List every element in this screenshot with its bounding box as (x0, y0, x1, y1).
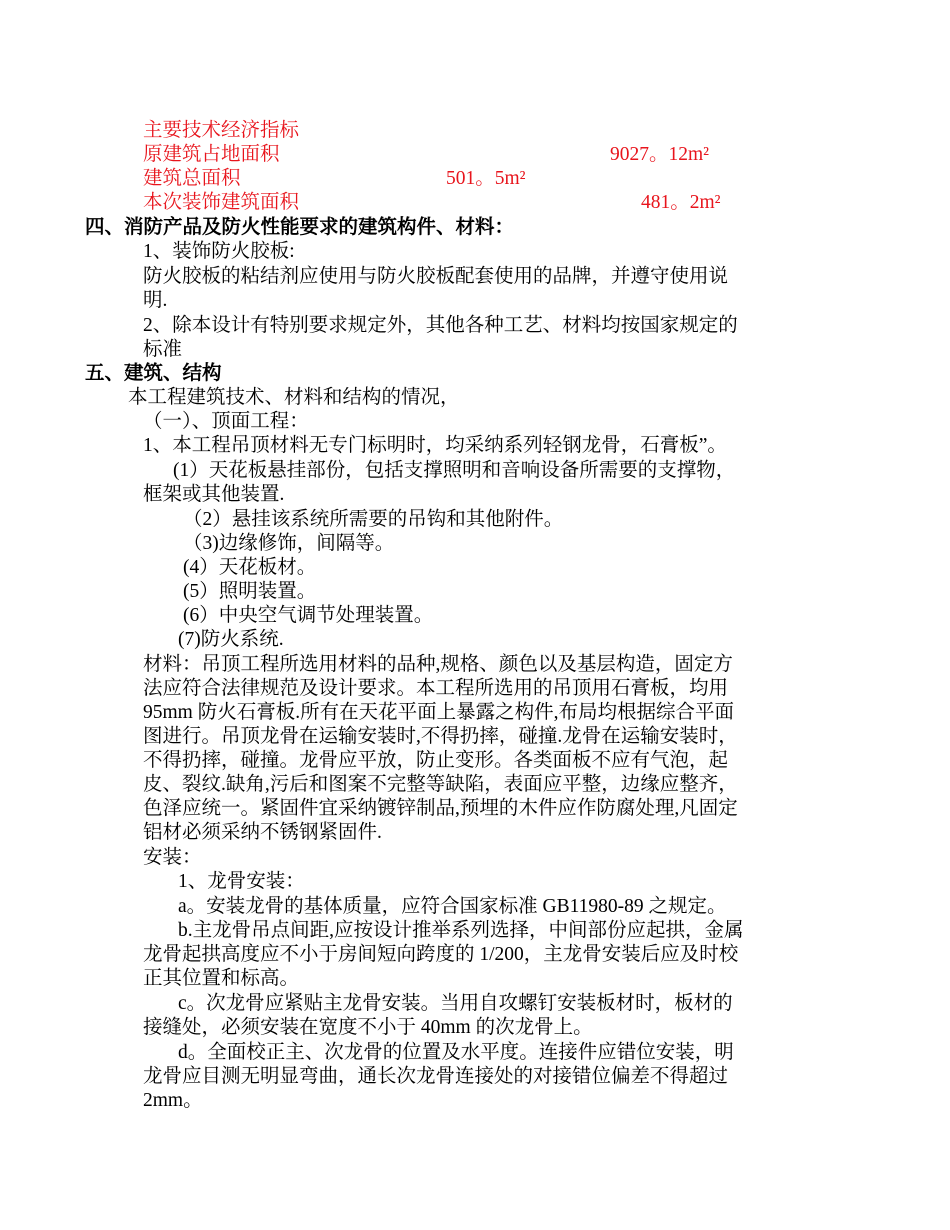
section4-item1-text: 防火胶板的粘结剂应使用与防火胶板配套使用的品牌，并遵守使用说 (143, 266, 729, 287)
section4-item2: 标准 (143, 339, 183, 360)
materials-line: 材料：吊顶工程所选用材料的品种,规格、颜色以及基层构造，固定方 (143, 654, 733, 675)
list-item: （3)边缘修饰，间隔等。 (183, 533, 395, 554)
install-item-d: 2mm。 (143, 1090, 203, 1111)
site-area-label: 原建筑占地面积 (143, 144, 280, 165)
materials-line: 95mm 防火石膏板.所有在天花平面上暴露之构件,布局均根据综合平面 (143, 702, 734, 723)
list-item: （2）悬挂该系统所需要的吊钩和其他附件。 (183, 509, 564, 530)
indicators-heading: 主要技术经济指标 (143, 120, 300, 141)
materials-line: 法应符合法律规范及设计要求。本工程所选用的吊顶用石膏板，均用 (143, 678, 729, 699)
materials-line: 不得扔摔，碰撞。龙骨应平放，防止变形。各类面板不应有气泡，起 (143, 750, 729, 771)
list-item: (1）天花板悬挂部份，包括支撑照明和音响设备所需要的支撑物， (173, 460, 736, 481)
materials-line: 皮、裂纹.缺角,污后和图案不完整等缺陷，表面应平整，边缘应整齐， (143, 774, 738, 795)
list-item: (5）照明装置。 (183, 581, 317, 602)
decor-area-value: 481。2m² (641, 192, 721, 213)
ceiling-subheading: （一）、顶面工程： (143, 411, 309, 432)
section5-title: 五、建筑、结构 (85, 363, 222, 384)
materials-line: 铝材必须采纳不锈钢紧固件. (143, 822, 382, 843)
install-item-a: a。安装龙骨的基体质量，应符合国家标准 GB11980-89 之规定。 (178, 896, 727, 917)
decor-area-label: 本次装饰建筑面积 (143, 192, 300, 213)
site-area-value: 9027。12m² (610, 144, 710, 165)
section4-item2: 2、除本设计有特别要求规定外，其他各种工艺、材料均按国家规定的 (143, 315, 738, 336)
materials-line: 图进行。吊顶龙骨在运输安装时,不得扔摔，碰撞.龙骨在运输安装时， (143, 726, 738, 747)
install-item-b: 正其位置和标高。 (143, 968, 300, 989)
list-item: (4）天花板材。 (183, 557, 317, 578)
install-item-c: c。次龙骨应紧贴主龙骨安装。当用自攻螺钉安装板材时，板材的 (178, 993, 733, 1014)
list-item: 框架或其他装置. (143, 484, 285, 505)
total-area-value: 501。5m² (446, 168, 526, 189)
section5-intro: 本工程建筑技术、材料和结构的情况， (128, 387, 460, 408)
install-item-b: 龙骨起拱高度应不小于房间短向跨度的 1/200，主龙骨安装后应及时校 (143, 944, 739, 965)
install-heading: 1、龙骨安装： (178, 871, 305, 892)
install-item-b: b.主龙骨吊点间距,应按设计推举系列选择，中间部份应起拱，金属 (178, 920, 744, 941)
install-item-c: 接缝处，必须安装在宽度不小于 40mm 的次龙骨上。 (143, 1017, 593, 1038)
install-label: 安装： (143, 847, 202, 868)
list-item: (7)防火系统. (178, 629, 284, 650)
install-item-d: d。全面校正主、次龙骨的位置及水平度。连接件应错位安装，明 (178, 1042, 734, 1063)
install-item-d: 龙骨应目测无明显弯曲，通长次龙骨连接处的对接错位偏差不得超过 (143, 1066, 729, 1087)
section4-title: 四、消防产品及防火性能要求的建筑构件、材料： (85, 217, 515, 238)
section4-item1-text: 明. (143, 290, 168, 311)
list-item: (6）中央空气调节处理装置。 (183, 605, 434, 626)
total-area-label: 建筑总面积 (143, 168, 241, 189)
materials-line: 色泽应统一。紧固件宜采纳镀锌制品,预埋的木件应作防腐处理,凡固定 (143, 798, 738, 819)
ceiling-paragraph: 1、本工程吊顶材料无专门标明时，均采纳系列轻钢龙骨，石膏板”。 (143, 435, 727, 456)
section4-item1: 1、装饰防火胶板: (143, 241, 295, 262)
